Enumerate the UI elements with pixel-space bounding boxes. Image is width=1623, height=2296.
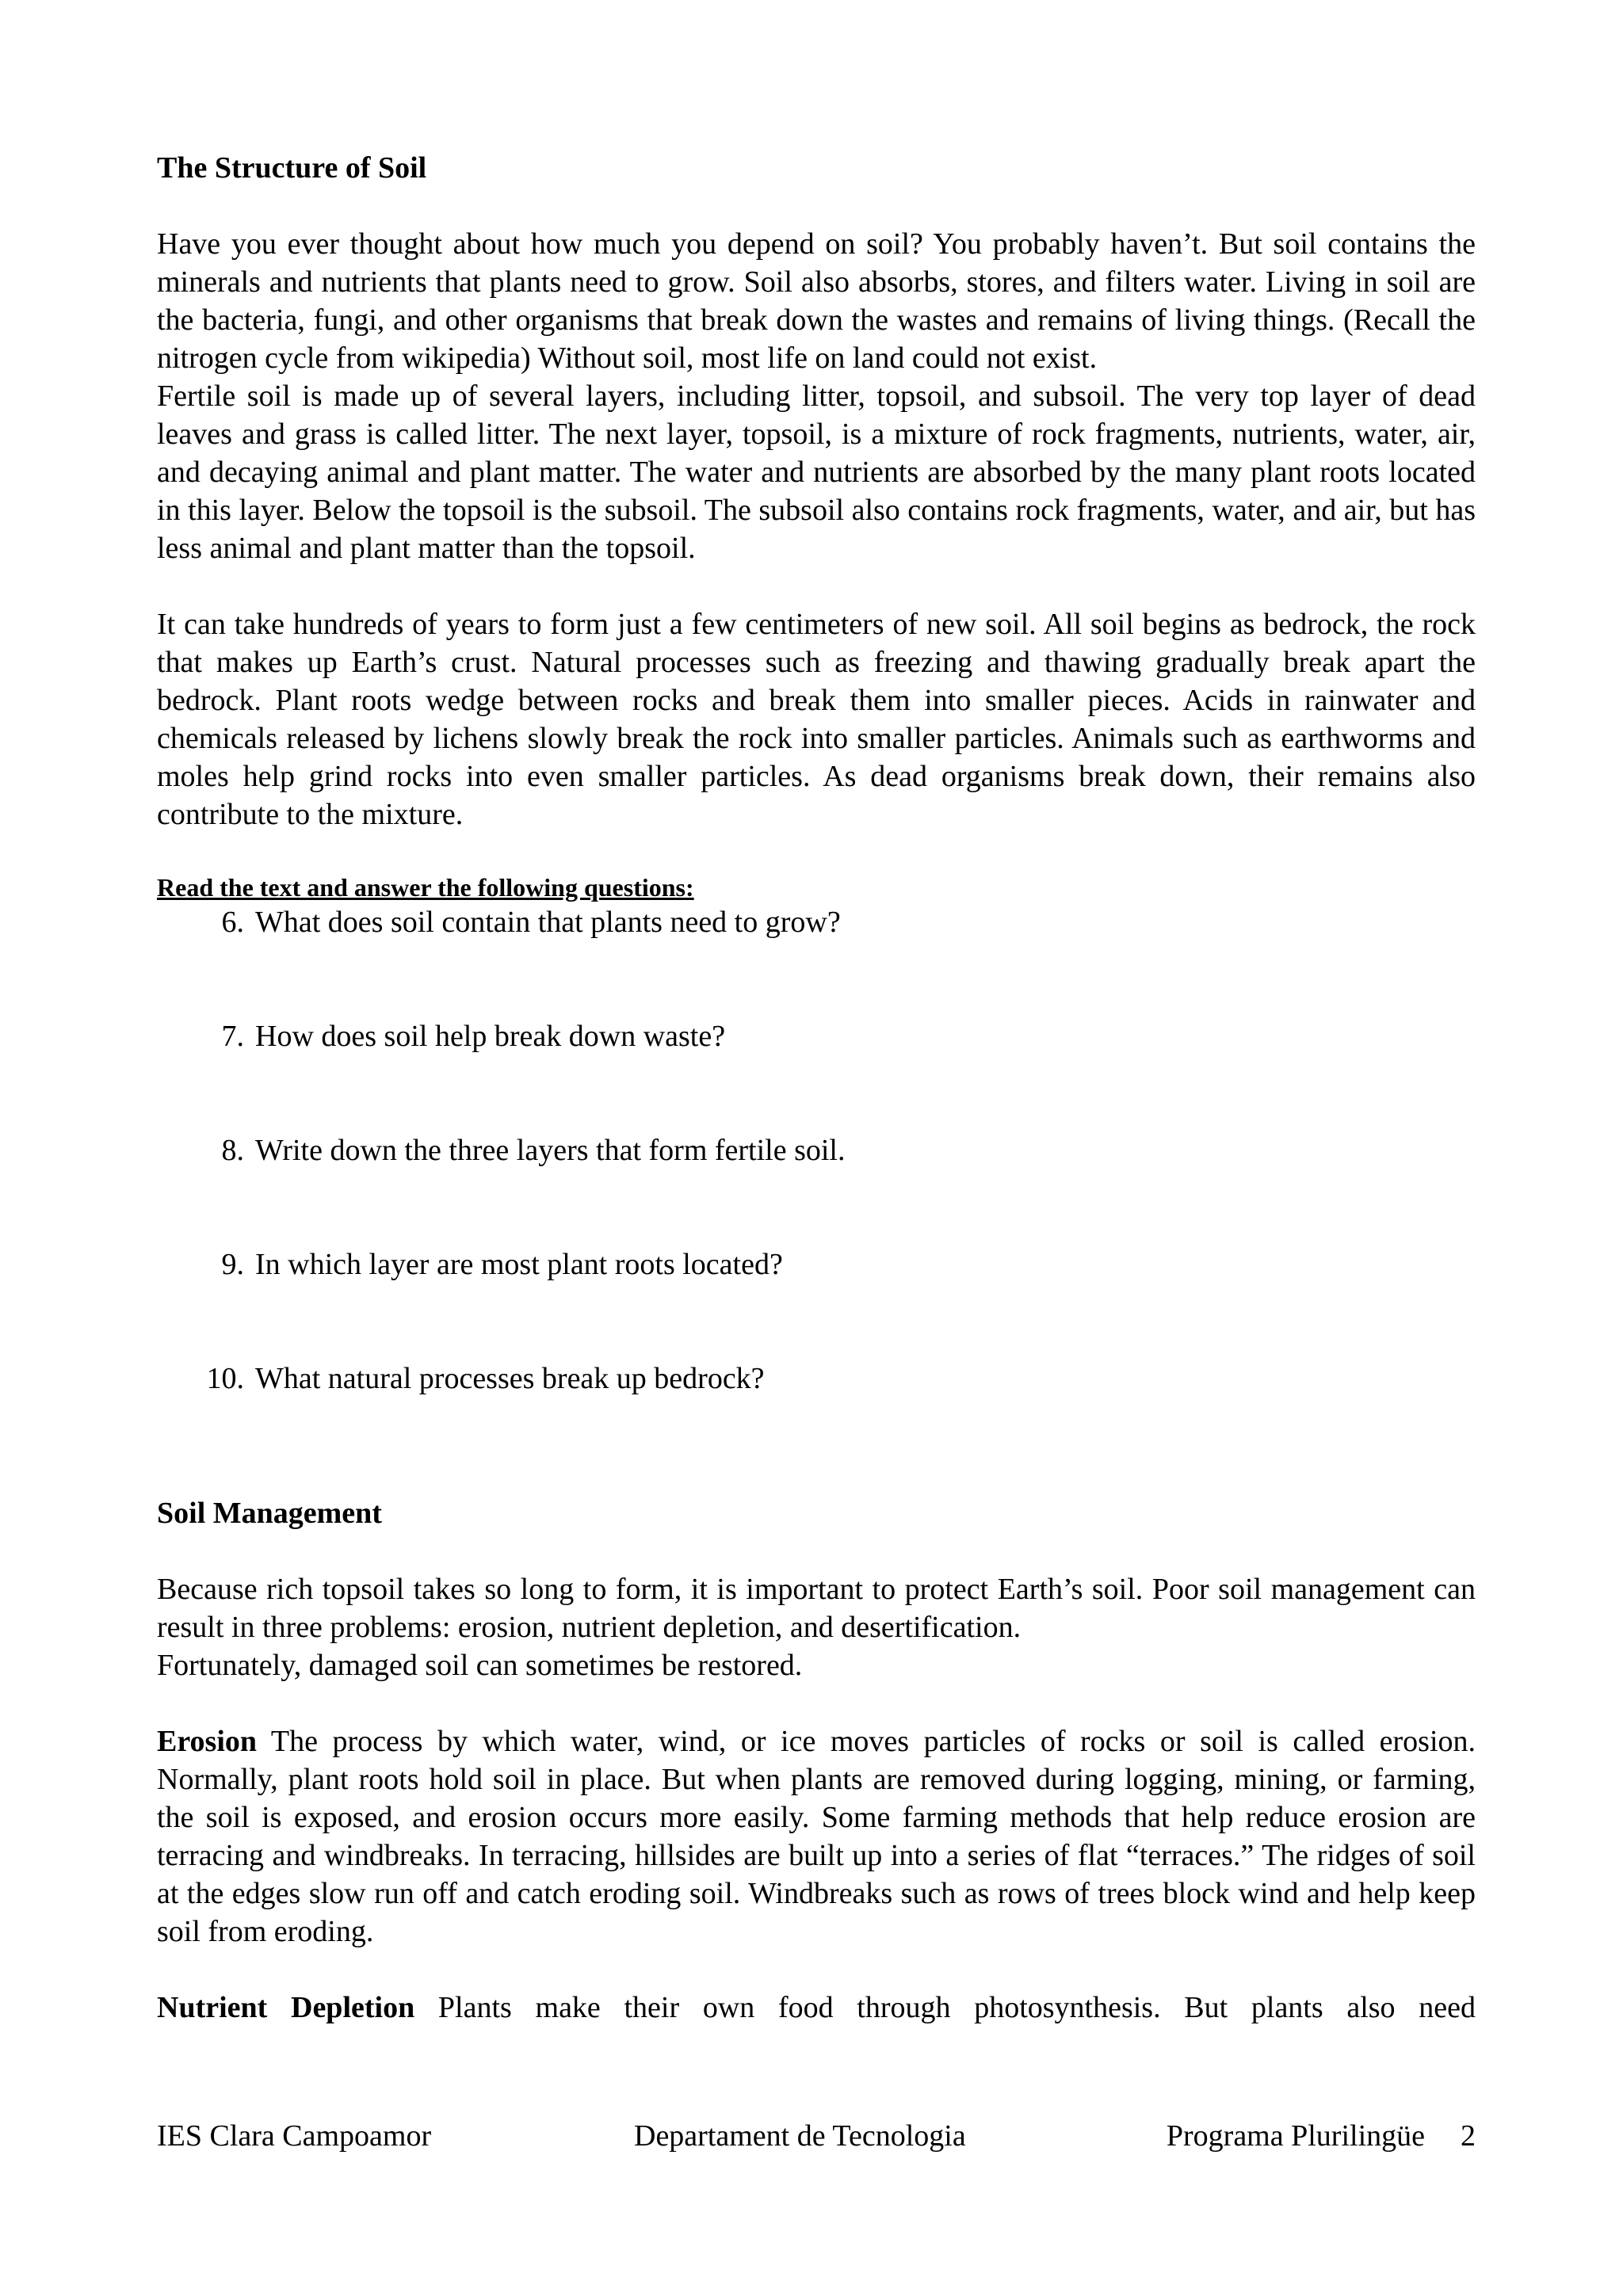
list-item — [157, 1360, 1476, 1398]
paragraph-soil-layers: Fertile soil is made up of several layers, including litter, topsoil, and subsoil. The very top layer of dead leaves and grass is called litter. The next layer, topsoil, is a mixture of rock fragments, nutrients, water, air, and decaying animal and plant matter. The water and nutrients are absorbed by the many plant roots located in this layer. Below the topsoil is the subsoil. The subsoil also contains rock fragments, water, and air, but has less animal and plant matter than the topsoil. — [157, 379, 1476, 565]
document-page — [157, 149, 1476, 2027]
spacer — [157, 1951, 1476, 1989]
list-item — [157, 1017, 1476, 1055]
page-footer — [157, 2117, 1476, 2155]
questions-list — [157, 903, 1476, 1398]
question-text: Write down the three layers that form fertile soil. — [255, 1134, 846, 1167]
question-text: What does soil contain that plants need to grow? — [255, 906, 841, 939]
question-number: 7. — [221, 1020, 244, 1053]
erosion-term: Erosion — [157, 1725, 258, 1758]
spacer — [157, 833, 1476, 871]
section-title-structure-of-soil: The Structure of Soil — [157, 151, 427, 185]
question-number: 8. — [221, 1134, 244, 1167]
paragraph-soil-management-restore: Fortunately, damaged soil can sometimes be restored. — [157, 1649, 803, 1682]
questions-instructions: Read the text and answer the following questions: — [157, 873, 694, 902]
question-text: How does soil help break down waste? — [255, 1020, 726, 1053]
question-number: 10. — [206, 1362, 244, 1395]
question-number: 6. — [221, 906, 244, 939]
paragraph-soil-management-intro: Because rich topsoil takes so long to form, it is important to protect Earth’s soil. Poor soil management can result in three problems: erosion, nutrient depletion, and desertification. — [157, 1573, 1476, 1644]
footer-department: Departament de Tecnologia — [634, 2119, 966, 2153]
question-text: What natural processes break up bedrock? — [255, 1362, 765, 1395]
list-item — [157, 1245, 1476, 1283]
paragraph-soil-dependence: Have you ever thought about how much you depend on soil? You probably haven’t. But soil contains the minerals and nutrients that plants need to grow. Soil also absorbs, stores, and filters water. Living in soil are the bacteria, fungi, and other organisms that break down the wastes and remains of living things. (Recall the nitrogen cycle from wikipedia) Without soil, most life on land could not exist. — [157, 227, 1476, 375]
list-item — [157, 1131, 1476, 1169]
section-title-soil-management: Soil Management — [157, 1497, 382, 1530]
question-number: 9. — [221, 1248, 244, 1281]
paragraph-soil-formation: It can take hundreds of years to form just a few centimeters of new soil. All soil begins as bedrock, the rock that makes up Earth’s crust. Natural processes such as freezing and thawing gradually break apart the bedrock. Plant roots wedge between rocks and break them into smaller pieces. Acids in rainwater and chemicals released by lichens slowly break the rock into smaller particles. Animals such as earthworms and moles help grind rocks into even smaller particles. As dead organisms break down, their remains also contribute to the mixture. — [157, 608, 1476, 831]
footer-school: IES Clara Campoamor — [157, 2119, 432, 2153]
spacer — [157, 1684, 1476, 1722]
list-item — [157, 903, 1476, 941]
erosion-text: The process by which water, wind, or ice moves particles of rocks or soil is called erosion. Normally, plant roots hold soil in place. But when plants are removed during logging, mining, or farming, the soil is exposed, and erosion occurs more easily. Some farming methods that help reduce erosion are terracing and windbreaks. In terracing, hillsides are built up into a series of flat “terraces.” The ridges of soil at the edges slow run off and catch eroding soil. Windbreaks such as rows of trees block wind and help keep soil from eroding. — [157, 1725, 1476, 1948]
paragraph-nutrient-depletion — [157, 1989, 1476, 2027]
paragraph-erosion — [157, 1722, 1476, 1951]
footer-page-number: 2 — [1461, 2119, 1476, 2153]
footer-program: Programa Plurilingüe — [1166, 2119, 1425, 2153]
spacer — [157, 567, 1476, 605]
nutrient-depletion-term: Nutrient Depletion — [157, 1991, 415, 2024]
question-text: In which layer are most plant roots located? — [255, 1248, 783, 1281]
nutrient-depletion-text: Plants make their own food through photosynthesis. But plants also need — [414, 1991, 1476, 2024]
